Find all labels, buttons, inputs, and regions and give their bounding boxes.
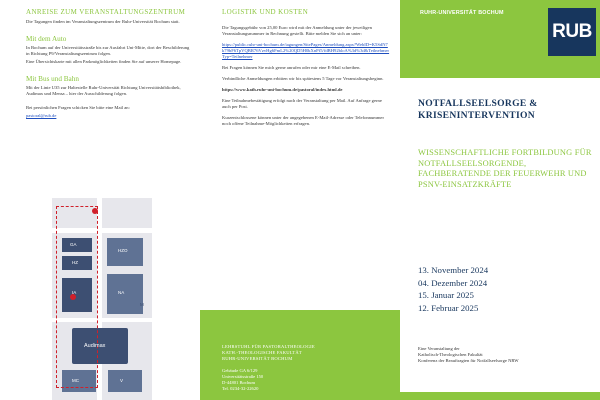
map-label-na: NA [118, 290, 125, 295]
website-link[interactable]: https://www.kath.ruhr-uni-bochum.de/pastoral/index.html.de [222, 87, 343, 92]
map-building [108, 370, 142, 392]
bus-heading: Mit Bus und Bahn [26, 75, 79, 83]
arrival-heading: ANREISE ZUM VERANSTALTUNGSZENTRUM [26, 8, 186, 16]
map-route [56, 206, 98, 388]
footer-phone: Tel. 0234-32-22620 [222, 386, 259, 391]
event-dates [418, 264, 593, 314]
map-building [107, 274, 143, 314]
footer-university: RUHR-UNIVERSITÄT BOCHUM [222, 356, 293, 361]
fee-text: Die Tagungsgebühr von 25,00 Euro wird mit der Anmeldung unter der jeweiligen Veranstaltungsnummer in Rechnung gestellt. Bitte melden Sie sich an unter: [222, 25, 372, 36]
map-label-audimax: Audimax [84, 343, 106, 349]
organizer-info [418, 346, 598, 364]
middle-panel [200, 0, 400, 400]
map-label-v: V [120, 378, 124, 383]
event-date: 12. Februar 2025 [418, 302, 479, 313]
rub-logo: RUB [548, 8, 596, 56]
map-label-m: M [140, 302, 144, 307]
map-label-hz: HZ [72, 260, 78, 265]
map-label-mc: MC [72, 378, 79, 383]
brochure-title [418, 98, 588, 122]
map-label-ia: IA [72, 290, 77, 295]
contact-email[interactable] [26, 113, 190, 119]
logistics-heading: LOGISTIK UND KOSTEN [222, 8, 309, 16]
registration-link[interactable] [222, 42, 390, 60]
contact-email-link[interactable]: pastoral@rub.de [26, 113, 57, 118]
arrival-intro: Die Tagungen finden im Veranstaltungszentrum der Ruhr-Universität Bochum statt. [26, 19, 180, 24]
confirmation-text: Eine Teilnahmebestätigung erfolgt nach der Veranstaltung per Mail. Auf Anfrage gerne auch per Post. [222, 98, 382, 109]
title-line-2: KRISENINTERVENTION [418, 110, 536, 121]
short-notice-text: Kurzentschlossene können unter der angegebenen E-Mail-Adresse oder Telefonnummer noch offene Teilnahme-Möglichkeiten erfragen. [222, 115, 384, 126]
footer-address-street: Universitätsstraße 150 [222, 374, 264, 379]
campus-map [52, 198, 152, 400]
registration-link-text[interactable]: https://public.ruhr-uni-bochum.de/tagungen/SitePages/Anmeldung.aspx?WebID=K5SdN7k79bF6TpVQBR76VzvHg6FmL2%20QD5H0kXnPf5/fdBH92bloA%3d%3d&Teilnehmer Typ=Teilnehmer [222, 42, 390, 59]
map-label-hzo: HZO [118, 248, 128, 253]
event-date: 04. Dezember 2024 [418, 277, 488, 288]
brochure-subtitle: WISSENSCHAFTLICHE FORTBILDUNG FÜR NOTFALLSEELSORGENDE, FACHBERATENDE DER FEUERWEHR UND PSNV-EINSATZKRÄFTE [418, 148, 592, 189]
event-date: 13. November 2024 [418, 265, 489, 275]
organizer-line-3: Konferenz der Beauftragten für Notfallseelsorge NRW [418, 358, 519, 363]
organizer-line-1: Eine Veranstaltung der [418, 346, 460, 351]
questions-email-text: Bei Fragen können Sie mich gerne anrufen oder mir eine E-Mail schreiben. [222, 65, 361, 70]
footer-faculty: KATH.-THEOLOGISCHE FAKULTÄT [222, 350, 302, 355]
chair-footer [200, 310, 400, 400]
questions-text: Bei persönlichen Fragen schicken Sie bitte eine Mail an: [26, 105, 130, 110]
title-line-1: NOTFALLSEELSORGE & [418, 98, 538, 109]
event-date: 15. Januar 2025 [418, 290, 474, 301]
university-name: RUHR-UNIVERSITÄT BOCHUM [420, 10, 504, 16]
footer-address-city: D-44801 Bochum [222, 380, 256, 385]
left-panel [0, 0, 200, 400]
car-text: In Bochum auf der Universitätsstraße bis zur Ausfahrt Uni-Mitte, dort der Beschilderung in Richtung P9/Veranstaltungszentrum folgen. [26, 45, 190, 56]
parking-text: Eine Übersichtskarte mit allen Parkmöglichkeiten finden Sie auf unserer Homepage. [26, 59, 182, 64]
cover-footer-bar [400, 392, 600, 400]
organizer-line-2: Katholisch-Theologischen Fakultät [418, 352, 483, 357]
binding-registration-text: Verbindliche Anmeldungen erbitten wir bis spätestens 5 Tage vor Veranstaltungsbeginn. [222, 76, 384, 81]
cover-header-bar [400, 0, 600, 78]
car-heading: Mit dem Auto [26, 35, 67, 43]
footer-chair: LEHRSTUHL FÜR PASTORALTHEOLOGIE [222, 344, 315, 349]
map-label-ga: GA [70, 242, 77, 247]
map-pin-icon [92, 208, 98, 214]
footer-address-building: Gebäude GA 6/129 [222, 368, 258, 373]
cover-panel [400, 0, 600, 400]
bus-text: Mit der Linie U35 zur Haltestelle Ruhr-Universität Richtung Universitätsbibliothek, Audimax und Mensa – hier der Ausschilderung folgen. [26, 85, 181, 96]
